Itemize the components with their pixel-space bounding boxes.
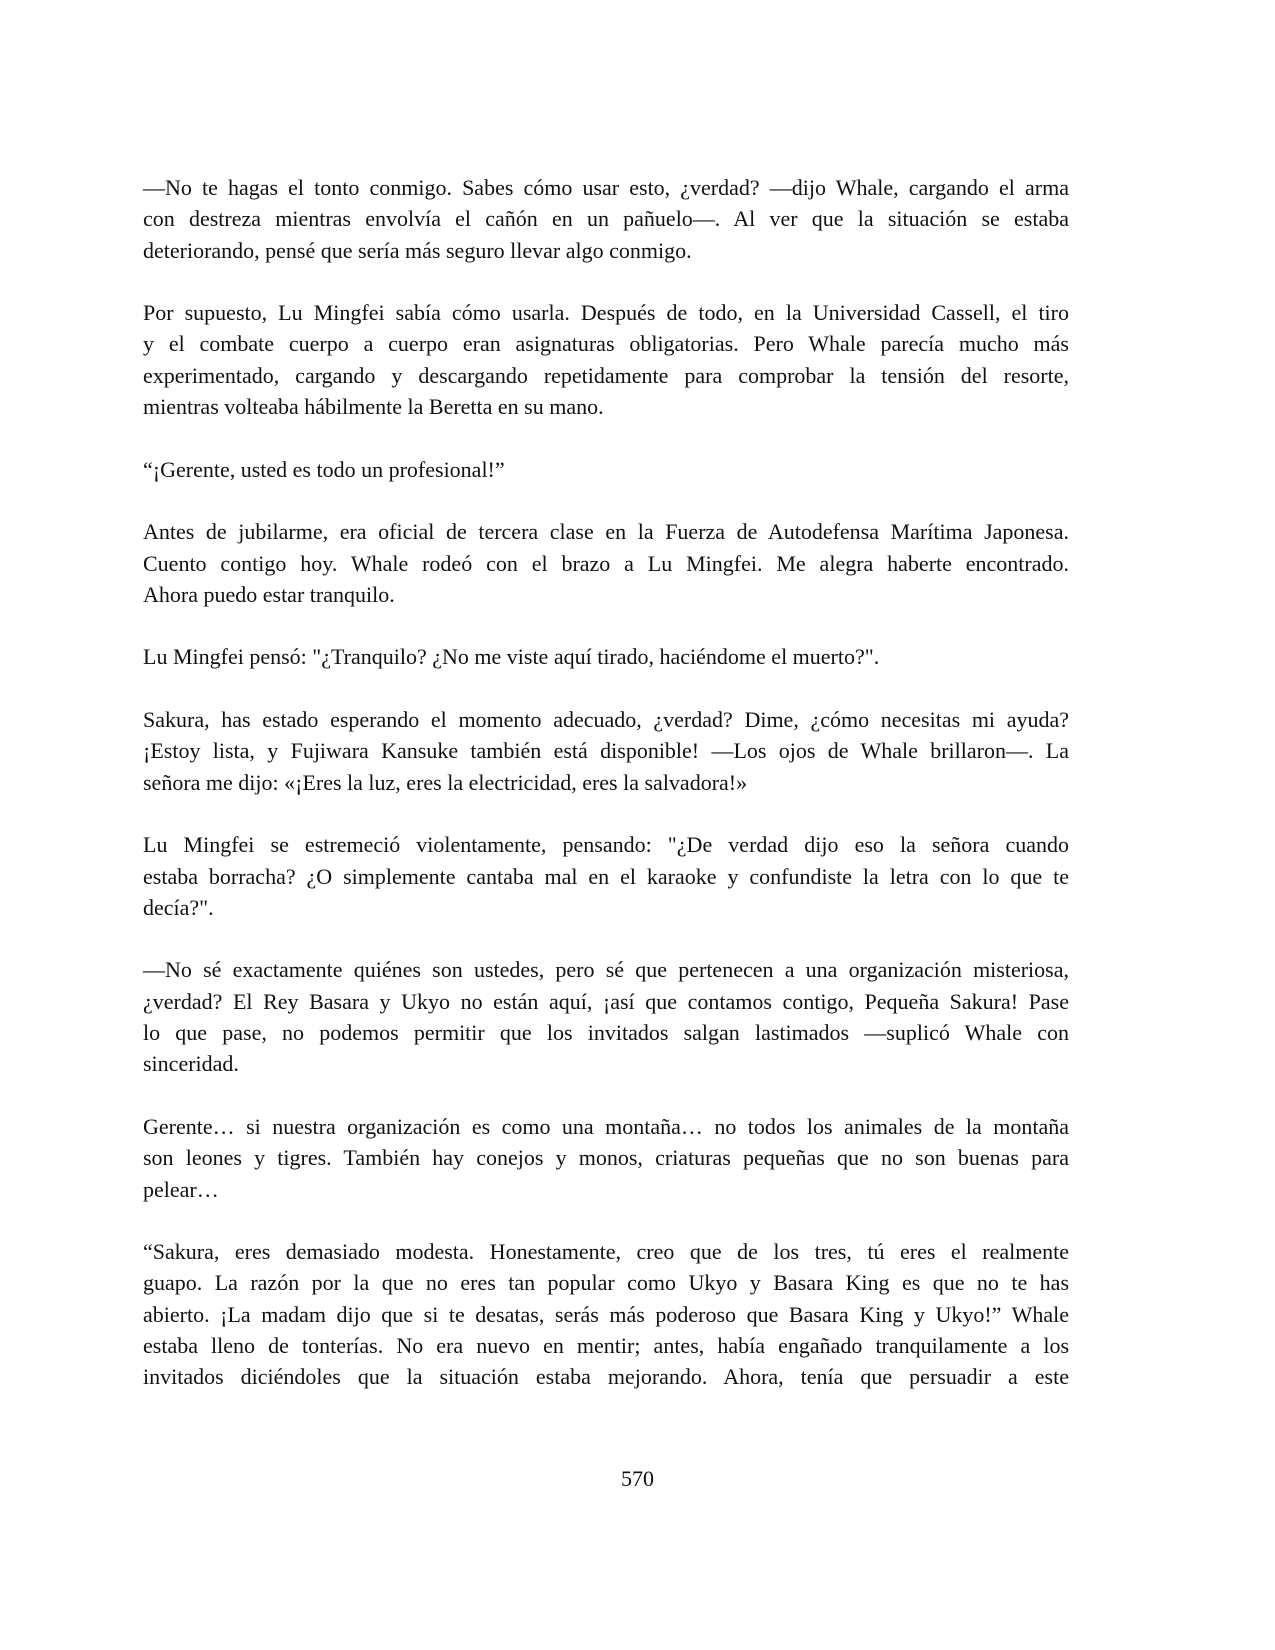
text-line: “Sakura, eres demasiado modesta. Honestamente, creo que de los tres, tú eres el realmente [143, 1239, 1069, 1265]
text-line: ¿verdad? El Rey Basara y Ukyo no están aquí, ¡así que contamos contigo, Pequeña Sakura! Pase [143, 988, 1069, 1014]
paragraph [143, 641, 1069, 672]
paragraph [143, 454, 1069, 485]
text-line: experimentado, cargando y descargando repetidamente para comprobar la tensión del resorte, [143, 362, 1069, 388]
text-line: pelear… [143, 1176, 219, 1202]
text-line: Lu Mingfei se estremeció violentamente, pensando: "¿De verdad dijo eso la señora cuando [143, 832, 1069, 858]
text-line: deteriorando, pensé que sería más seguro llevar algo conmigo. [143, 237, 692, 263]
paragraph [143, 829, 1069, 923]
text-line: estaba borracha? ¿O simplemente cantaba mal en el karaoke y confundiste la letra con lo que te [143, 863, 1069, 889]
text-line: estaba lleno de tonterías. No era nuevo en mentir; antes, había engañado tranquilamente a los [143, 1332, 1069, 1358]
text-line: “¡Gerente, usted es todo un profesional!” [143, 456, 505, 482]
paragraph [143, 172, 1069, 266]
text-line: guapo. La razón por la que no eres tan popular como Ukyo y Basara King es que no te has [143, 1270, 1069, 1296]
text-line: ¡Estoy lista, y Fujiwara Kansuke también está disponible! —Los ojos de Whale brillaron—. La [143, 738, 1069, 764]
text-line: son leones y tigres. También hay conejos y monos, criaturas pequeñas que no son buenas para [143, 1145, 1069, 1171]
paragraph [143, 516, 1069, 610]
page-body [143, 172, 1069, 1424]
text-line: y el combate cuerpo a cuerpo eran asignaturas obligatorias. Pero Whale parecía mucho más [143, 331, 1069, 357]
text-line: señora me dijo: «¡Eres la luz, eres la electricidad, eres la salvadora!» [143, 769, 748, 795]
text-line: con destreza mientras envolvía el cañón en un pañuelo—. Al ver que la situación se estaba [143, 206, 1069, 232]
text-line: Por supuesto, Lu Mingfei sabía cómo usarla. Después de todo, en la Universidad Cassell, el tiro [143, 300, 1069, 326]
text-line: Lu Mingfei pensó: "¿Tranquilo? ¿No me viste aquí tirado, haciéndome el muerto?". [143, 644, 880, 670]
text-line: mientras volteaba hábilmente la Beretta en su mano. [143, 394, 604, 420]
paragraph [143, 1111, 1069, 1205]
text-line: —No sé exactamente quiénes son ustedes, pero sé que pertenecen a una organización misteriosa, [143, 957, 1069, 983]
text-line: abierto. ¡La madam dijo que si te desatas, serás más poderoso que Basara King y Ukyo!” Whale [143, 1301, 1069, 1327]
paragraph [143, 954, 1069, 1079]
text-line: Gerente… si nuestra organización es como una montaña… no todos los animales de la montaña [143, 1113, 1069, 1139]
text-line: —No te hagas el tonto conmigo. Sabes cómo usar esto, ¿verdad? —dijo Whale, cargando el arma [143, 175, 1069, 200]
text-line: sinceridad. [143, 1051, 239, 1077]
text-line: invitados diciéndoles que la situación estaba mejorando. Ahora, tenía que persuadir a este [143, 1364, 1069, 1390]
text-line: decía?". [143, 894, 214, 920]
page-number: 570 [621, 1466, 654, 1491]
text-line: lo que pase, no podemos permitir que los invitados salgan lastimados —suplicó Whale con [143, 1020, 1069, 1046]
paragraph [143, 297, 1069, 422]
text-line: Sakura, has estado esperando el momento adecuado, ¿verdad? Dime, ¿cómo necesitas mi ayuda? [143, 707, 1069, 733]
text-line: Ahora puedo estar tranquilo. [143, 581, 395, 607]
paragraph [143, 704, 1069, 798]
text-line: Antes de jubilarme, era oficial de tercera clase en la Fuerza de Autodefensa Marítima Japonesa. [143, 519, 1069, 545]
paragraph [143, 1236, 1069, 1392]
text-line: Cuento contigo hoy. Whale rodeó con el brazo a Lu Mingfei. Me alegra haberte encontrado. [143, 550, 1069, 576]
